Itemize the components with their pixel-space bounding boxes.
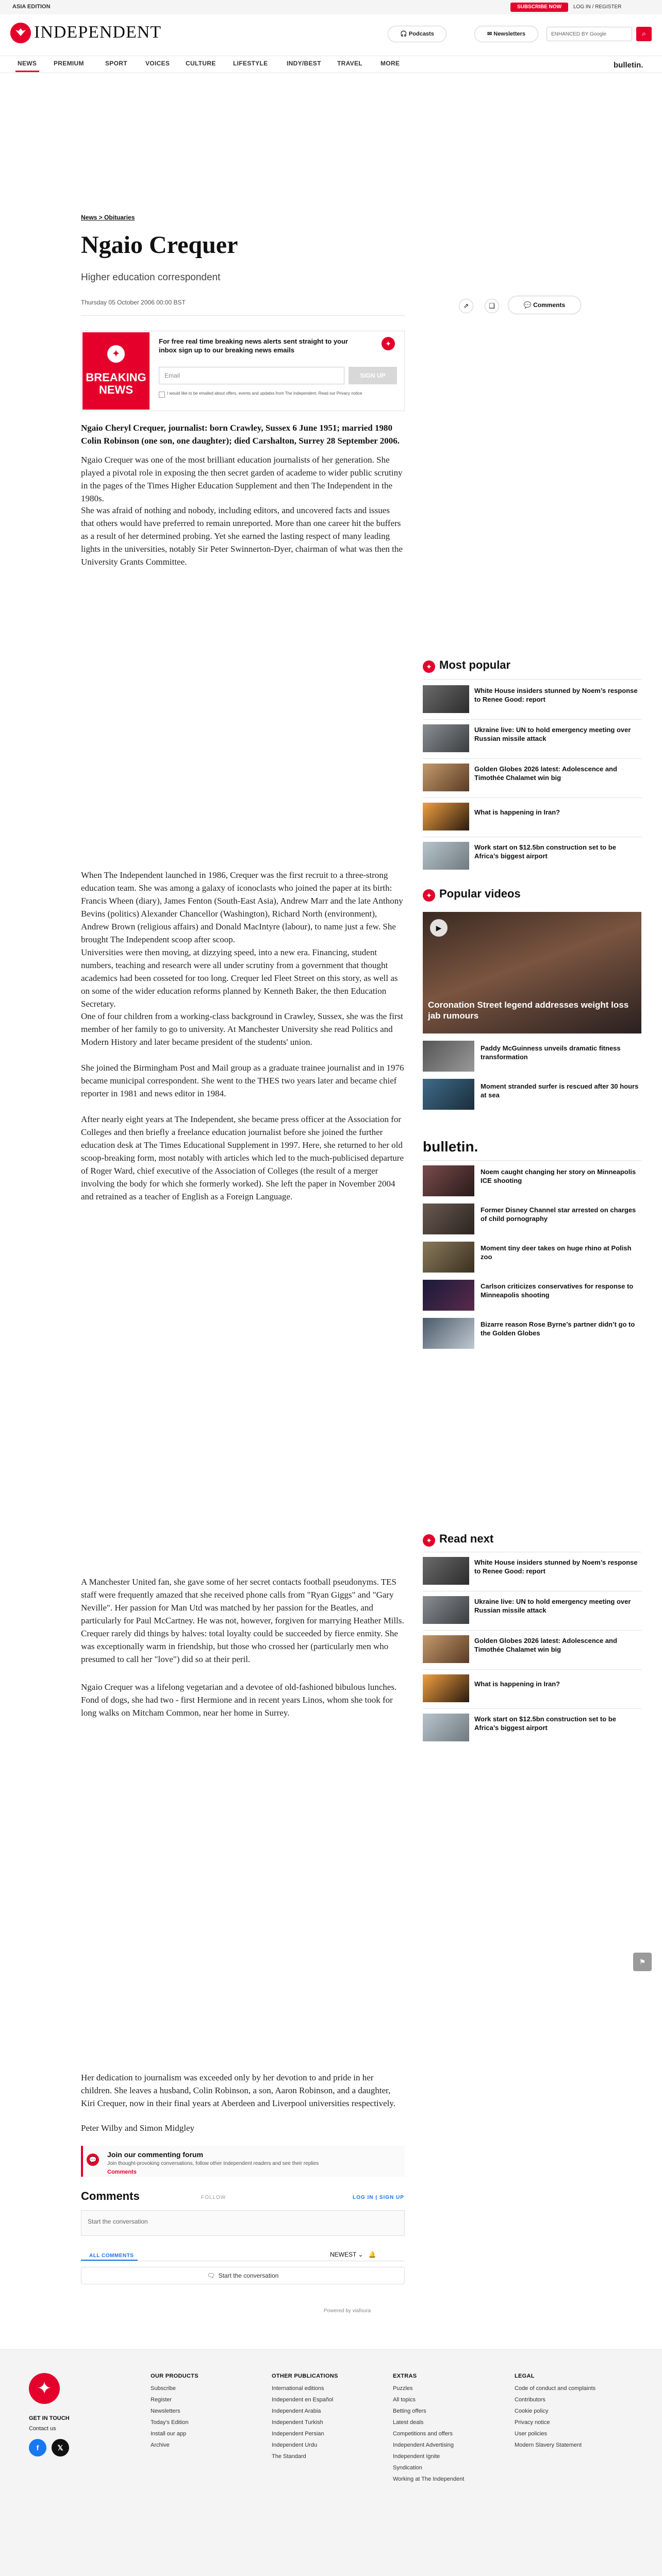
comments-login-link[interactable]: LOG IN xyxy=(353,2195,374,2200)
footer-link[interactable]: All topics xyxy=(393,2397,416,2403)
footer-link[interactable]: Code of conduct and complaints xyxy=(515,2385,596,2392)
footer-link[interactable]: Independent Arabia xyxy=(272,2408,321,2414)
divider xyxy=(423,1160,641,1161)
facebook-icon[interactable]: f xyxy=(29,2439,46,2456)
story-thumbnail[interactable] xyxy=(423,842,469,870)
most-popular-heading: Most popular xyxy=(439,658,511,671)
popular-story-link[interactable]: White House insiders stunned by Noem’s response to Renee Good: report xyxy=(474,687,638,703)
newsletters-button[interactable] xyxy=(474,26,538,42)
forum-title: Join our commenting forum xyxy=(107,2150,203,2159)
footer-link[interactable]: Today's Edition xyxy=(151,2419,189,2426)
story-thumbnail[interactable] xyxy=(423,764,469,791)
article-paragraph: When The Independent launched in 1986, Crequer was the first recruit to a three-strong education team. She was among a galaxy of iconoclasts who joined the paper at its birth: Francis Wheen (diary), James Fenton (South-East Asia), Andrew Marr and the late Anthony Bevins (politics) Alexander Chancellor (Washington), Richard North (environment), Andrew Brown (religious affairs) and Donald MacIntyre (labour), to name just a few. She brought The Independent scoop after scoop. xyxy=(81,870,403,944)
sort-label: NEWEST xyxy=(330,2251,357,2258)
signup-headline: For free real time breaking news alerts sent straight to your inbox sign up to our breaking news emails xyxy=(159,337,348,354)
comments-button-label: Comments xyxy=(533,301,566,309)
bulletin-link[interactable]: Bizarre reason Rose Byrne’s partner didn’t go to the Golden Globes xyxy=(481,1320,635,1337)
read-next-heading: Read next xyxy=(439,1532,494,1545)
story-thumbnail[interactable] xyxy=(423,1635,469,1663)
footer-column-heading: EXTRAS xyxy=(393,2373,417,2379)
site-footer xyxy=(0,2349,662,2576)
article-paragraph: A Manchester United fan, she gave some of her secret contacts football pseudonyms. TES staff were frequently amazed that she received phone calls from "Ryan Giggs" and "Gary Neville". Her passion for Man Utd was matched by her passion for the Beatles, and particularly for Paul McCartney. He was not, however, forgiven for marrying Heather Mills. Crequer rarely did things by halves: total loyalty could be succeeded by fierce enmity. She was exceptionally warm in friendship, but those who crossed her (particularly men who presumed to call her "love") did so at their peril. xyxy=(81,1577,404,1664)
brand-wordmark[interactable]: INDEPENDENT xyxy=(34,23,162,42)
read-next-link[interactable]: Golden Globes 2026 latest: Adolescence and Timothée Chalamet win big xyxy=(474,1637,617,1653)
bookmark-icon[interactable]: ❑ xyxy=(485,299,499,313)
bulletin-thumbnail[interactable] xyxy=(423,1165,474,1196)
footer-link[interactable]: Install our app xyxy=(151,2431,187,2437)
article-paragraph: She joined the Birmingham Post and Mail group as a graduate trainee journalist and in 1976 became municipal correspondent. She went to the THES two years later and became chief reporter in 1981 and news editor in 1984. xyxy=(81,1063,404,1098)
footer-link[interactable]: Independent Persian xyxy=(272,2431,324,2437)
article-signoff: Peter Wilby and Simon Midgley xyxy=(81,2123,194,2133)
story-thumbnail[interactable] xyxy=(423,803,469,831)
share-icon[interactable]: ⇗ xyxy=(459,299,473,313)
forum-comments-link[interactable]: Comments xyxy=(107,2169,137,2175)
comment-bubble-icon: 💬 xyxy=(87,2154,99,2166)
video-link[interactable]: Moment stranded surfer is rescued after 30 hours at sea xyxy=(481,1082,639,1099)
footer-link[interactable]: Independent en Español xyxy=(272,2397,334,2403)
story-thumbnail[interactable] xyxy=(423,724,469,752)
powered-by: Powered by viafoura xyxy=(324,2308,371,2314)
popular-story-link[interactable]: Ukraine live: UN to hold emergency meeting over Russian missile attack xyxy=(474,726,631,742)
footer-link[interactable]: Cookie policy xyxy=(515,2408,549,2414)
eagle-icon: ✦ xyxy=(423,889,435,902)
footer-column-heading: OUR PRODUCTS xyxy=(151,2373,198,2379)
email-field[interactable]: Email xyxy=(159,367,344,384)
divider xyxy=(423,758,641,759)
start-conversation-button[interactable] xyxy=(81,2267,405,2284)
main-nav xyxy=(0,56,662,73)
footer-link[interactable]: Modern Slavery Statement xyxy=(515,2442,582,2448)
read-next-link[interactable]: Ukraine live: UN to hold emergency meeting over Russian missile attack xyxy=(474,1598,631,1614)
ad-feedback-icon[interactable]: ⚑ xyxy=(633,1953,652,1971)
bulletin-link[interactable]: Carlson criticizes conservatives for response to Minneapolis shooting xyxy=(481,1282,634,1299)
comment-input[interactable]: Start the conversation xyxy=(81,2210,405,2236)
get-in-touch-heading: GET IN TOUCH xyxy=(29,2415,70,2421)
popular-videos-heading: Popular videos xyxy=(439,887,521,900)
footer-link[interactable]: Betting offers xyxy=(393,2408,426,2414)
x-icon[interactable]: 𝕏 xyxy=(52,2439,69,2456)
video-hero-title[interactable]: Coronation Street legend addresses weight loss jab rumours xyxy=(428,1000,629,1021)
comments-signup-link[interactable]: SIGN UP xyxy=(379,2195,404,2200)
article-paragraph: Ngaio Crequer was a lifelong vegetarian and a devotee of old-fashioned bibulous lunches. Fond of dogs, she had two - first Hermione and in recent years Linos, whom she took for long walks on Mitcham Common, near her home in Surrey. xyxy=(81,1682,397,1718)
video-link[interactable]: Paddy McGuinness unveils dramatic fitness transformation xyxy=(481,1044,621,1061)
footer-link[interactable]: Independent Urdu xyxy=(272,2442,318,2448)
footer-link[interactable]: Independent Ignite xyxy=(393,2453,440,2460)
bulletin-thumbnail[interactable] xyxy=(423,1242,474,1273)
video-thumbnail[interactable] xyxy=(423,1079,474,1110)
newsletters-label: Newsletters xyxy=(493,31,526,37)
bell-icon[interactable]: 🔔 xyxy=(368,2251,376,2258)
divider xyxy=(423,1669,641,1670)
subscribe-button[interactable]: SUBSCRIBE NOW xyxy=(510,3,568,12)
eagle-logo-icon[interactable]: ✦ xyxy=(29,2373,60,2404)
footer-link[interactable]: Working at The Independent xyxy=(393,2476,465,2482)
footer-link[interactable]: Contributors xyxy=(515,2397,545,2403)
comments-auth[interactable]: LOG IN | SIGN UP xyxy=(353,2195,404,2200)
video-thumbnail[interactable] xyxy=(423,1041,474,1072)
bulletin-thumbnail[interactable] xyxy=(423,1318,474,1349)
nav-item-voices[interactable]: VOICES xyxy=(145,60,170,67)
footer-link[interactable]: The Standard xyxy=(272,2453,306,2460)
footer-column-heading: OTHER PUBLICATIONS xyxy=(272,2373,338,2379)
nav-item-sport[interactable]: SPORT xyxy=(105,60,127,67)
footer-link[interactable]: Register xyxy=(151,2397,172,2403)
edition-selector[interactable]: ASIA EDITION xyxy=(12,4,51,10)
search-icon[interactable]: ⌕ xyxy=(636,27,652,41)
divider xyxy=(423,1708,641,1709)
footer-link[interactable]: Subscribe xyxy=(151,2385,176,2392)
start-conversation-label: Start the conversation xyxy=(218,2272,279,2279)
breaking-label: BREAKING xyxy=(86,371,146,384)
podcasts-button[interactable] xyxy=(388,26,446,42)
popular-story-link[interactable]: Work start on $12.5bn construction set to be Africa’s biggest airport xyxy=(474,843,616,860)
story-thumbnail[interactable] xyxy=(423,1674,469,1702)
divider xyxy=(423,1630,641,1631)
contact-link[interactable]: Contact us xyxy=(29,2426,56,2432)
eagle-icon: ✦ xyxy=(423,1534,435,1547)
podcasts-label: Podcasts xyxy=(408,31,434,37)
eagle-icon: ✦ xyxy=(423,660,435,673)
consent-text: I would like to be emailed about offers, events and updates from The Independent. Read our Privacy notice xyxy=(167,391,362,396)
bulletin-link[interactable]: Former Disney Channel star arrested on charges of child pornography xyxy=(481,1206,636,1223)
play-icon[interactable]: ▶ xyxy=(430,919,448,937)
article-paragraph: After nearly eight years at The Independent, she became press officer at the Association for Colleges and then briefly a freelance education journalist before she joined the further education desk at The Times Educational Supplement in 1997. Here, she returned to her old scoop-breaking form, most notably with articles which led to the much-publicised departure of Roger Ward, chief executive of the Association of Colleges (the result of a merger involving the body for which she formerly worked). She left the paper in November 2004 and retrained as a teacher of English as a Foreign Language. xyxy=(81,1114,404,1201)
story-thumbnail[interactable] xyxy=(423,685,469,713)
footer-link[interactable]: Newsletters xyxy=(151,2408,180,2414)
article-paragraph: Ngaio Crequer was one of the most brilliant education journalists of her generation. She played a pivotal role in exposing the then secret garden of academe to wider public scrutiny in the pages of the Times Higher Education Supplement and then The Independent in the 1980s. xyxy=(81,455,403,503)
footer-link[interactable]: Privacy notice xyxy=(515,2419,550,2426)
article-paragraph: Universities were then moving, at dizzying speed, into a new era. Financing, student numbers, teaching and research were all under scrutiny from a government that thought academics had been cosseted for too long. Crequer led Fleet Street on this story, as well as on some of the wider education reforms planned by Kenneth Baker, the then Education Secretary. xyxy=(81,947,398,1009)
bulletin-link[interactable]: Noem caught changing her story on Minneapolis ICE shooting xyxy=(481,1168,636,1184)
footer-link[interactable]: Independent Turkish xyxy=(272,2419,323,2426)
consent-checkbox[interactable] xyxy=(159,392,165,398)
story-thumbnail[interactable] xyxy=(423,1714,469,1741)
nav-item-travel[interactable]: TRAVEL xyxy=(337,60,362,67)
bulletin-thumbnail[interactable] xyxy=(423,1204,474,1234)
nav-item-news[interactable]: NEWS xyxy=(18,60,37,67)
news-label: NEWS xyxy=(99,383,133,396)
bulletin-thumbnail[interactable] xyxy=(423,1280,474,1311)
article-subtitle: Higher education correspondent xyxy=(81,272,221,283)
breadcrumb[interactable]: News > Obituaries xyxy=(81,214,135,221)
comments-title: Comments xyxy=(81,2190,140,2202)
read-next-link[interactable]: White House insiders stunned by Noem’s response to Renee Good: report xyxy=(474,1558,638,1575)
comment-bubble-icon: 💬 xyxy=(523,301,532,309)
footer-link[interactable]: Latest deals xyxy=(393,2419,424,2426)
eagle-icon: ✦ xyxy=(382,337,395,350)
read-next-link[interactable]: What is happening in Iran? xyxy=(474,1680,560,1688)
read-next-link[interactable]: Work start on $12.5bn construction set to be Africa’s biggest airport xyxy=(474,1715,616,1732)
eagle-logo-icon[interactable] xyxy=(10,23,31,43)
footer-link[interactable]: Competitions and offers xyxy=(393,2431,453,2437)
popular-story-link[interactable]: What is happening in Iran? xyxy=(474,808,560,816)
mail-icon: ✉ xyxy=(487,31,492,37)
nav-item-lifestyle[interactable]: LIFESTYLE xyxy=(233,60,268,67)
article-paragraph: One of four children from a working-class background in Crawley, Sussex, she was the first member of her family to go to university. At Manchester University she read Politics and Modern History and later became president of the students' union. xyxy=(81,1011,403,1047)
nav-item-culture[interactable]: CULTURE xyxy=(186,60,216,67)
chevron-down-icon: ⌄ xyxy=(358,2251,363,2258)
page-title: Ngaio Crequer xyxy=(81,231,238,259)
divider xyxy=(423,719,641,720)
footer-link[interactable]: Archive xyxy=(151,2442,170,2448)
footer-link[interactable]: International editions xyxy=(272,2385,324,2392)
footer-link[interactable]: Independent Advertising xyxy=(393,2442,454,2448)
footer-link[interactable]: Syndication xyxy=(393,2465,422,2471)
article-date: Thursday 05 October 2006 00:00 BST xyxy=(81,299,186,306)
story-thumbnail[interactable] xyxy=(423,1557,469,1585)
follow-button[interactable]: FOLLOW xyxy=(201,2195,226,2200)
article-paragraph: Ngaio Cheryl Crequer, journalist: born Crawley, Sussex 6 June 1951; married 1980 Colin Robinson (one son, one daughter); died Carshalton, Surrey 28 September 2006. xyxy=(81,423,400,446)
nav-active-indicator xyxy=(15,71,39,72)
nav-item-more[interactable]: MORE xyxy=(380,60,400,67)
nav-item-premium[interactable]: PREMIUM xyxy=(54,60,84,67)
headphones-icon: 🎧 xyxy=(400,31,407,37)
tab-all-comments[interactable]: ALL COMMENTS xyxy=(89,2253,134,2259)
footer-column-heading: LEGAL xyxy=(515,2373,535,2379)
article-paragraph: She was afraid of nothing and nobody, including editors, and uncovered facts and issues that others would have preferred to remain unreported. More than one career hit the buffers as a result of her determined probing. Yet she earned the lasting respect of many leading lights in the universities, notably Sir Peter Swinnerton-Dyer, chairman of what was then the University Grants Committee. xyxy=(81,505,403,567)
divider xyxy=(423,679,641,680)
popular-story-link[interactable]: Golden Globes 2026 latest: Adolescence and Timothée Chalamet win big xyxy=(474,765,617,782)
forum-description: Join thought-provoking conversations, follow other Independent readers and see their replies xyxy=(107,2161,319,2166)
comments-button[interactable] xyxy=(508,296,581,314)
footer-link[interactable]: User policies xyxy=(515,2431,547,2437)
chat-icon: 🗨 xyxy=(207,2272,215,2279)
login-link[interactable]: LOG IN / REGISTER xyxy=(573,4,622,10)
nav-item-indybest[interactable]: INDY/BEST xyxy=(287,60,321,67)
bulletin-heading: bulletin. xyxy=(423,1139,478,1155)
signup-button[interactable]: SIGN UP xyxy=(349,367,397,384)
eagle-icon: ✦ xyxy=(107,345,125,363)
footer-link[interactable]: Puzzles xyxy=(393,2385,413,2392)
search-input[interactable]: ENHANCED BY Google xyxy=(547,27,632,41)
story-thumbnail[interactable] xyxy=(423,1596,469,1624)
divider xyxy=(81,315,405,316)
bulletin-logo[interactable]: bulletin. xyxy=(614,61,643,70)
sort-dropdown[interactable] xyxy=(330,2251,376,2258)
article-paragraph: Her dedication to journalism was exceeded only by her devotion to and pride in her children. She leaves a husband, Colin Robinson, a son, Aaron Robinson, and a daughter, Kiri Crequer, now in their final years at Aberdeen and Liverpool universities respectively. xyxy=(81,2073,396,2108)
bulletin-link[interactable]: Moment tiny deer takes on huge rhino at Polish zoo xyxy=(481,1244,632,1261)
